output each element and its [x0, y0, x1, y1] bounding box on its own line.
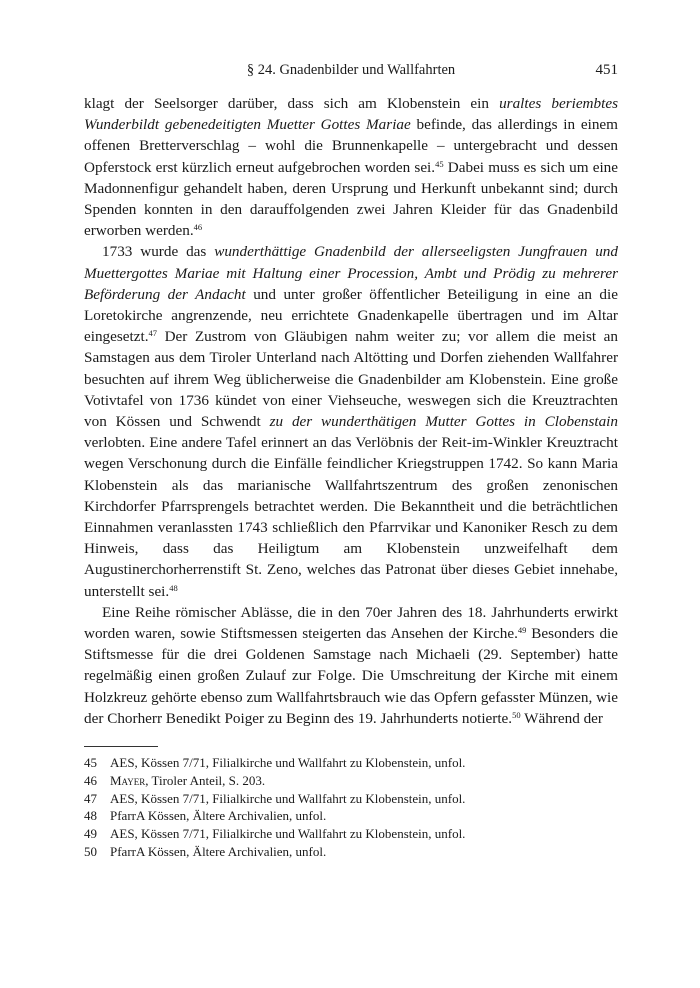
- text-run: AES, Kössen 7/71, Filialkirche und Wallfahrt zu Klobenstein, unfol.: [110, 826, 466, 842]
- text-run: verlobten. Eine andere Tafel erinnert an das Verlöbnis der Reit-im-Winkler Kreuztracht wegen Verschonung durch die Einfälle feindlicher Kriegstruppen 1742. So kann Maria Klobenstein als das marianische Wallfahrtszentrum des großen zenonischen Kirchdorfer Pfarrsprengels betrachtet werden. Die Bekanntheit und die beträchtlichen Einnahmen veranlassten 1743 schließlich den Pfarrvikar und Kanoniker Resch zu dem Hinweis, dass das Heiligtum am Klobenstein unzweifelhaft dem Augustinerchorherrenstift St. Zeno, welches das Patronat über dieses Gebiet innehabe, unterstellt sei.: [84, 434, 618, 600]
- footnote-number: 49: [84, 826, 97, 842]
- footnote-ref: 49: [517, 625, 527, 636]
- footnote-text: [110, 790, 465, 808]
- quoted-source-text: zu der wunderthätigen Mutter Gottes in Clobenstain: [269, 413, 618, 431]
- quoted-source-text: wunderthättige Gnadenbild der allerseeligsten Jungfrauen und Muettergottes Mariae mit Haltung einer Procession, Ambt und Prödig zu mehrerer Beförderung der Andacht: [84, 243, 618, 303]
- text-run: AES, Kössen 7/71, Filialkirche und Wallfahrt zu Klobenstein, unfol.: [110, 755, 466, 770]
- footnote: [84, 825, 618, 843]
- body-text: [84, 93, 618, 729]
- footnote-number: 45: [84, 755, 97, 770]
- footnote-number: 50: [84, 843, 97, 859]
- text-run: PfarrA Kössen, Ältere Archivalien, unfol.: [110, 808, 327, 824]
- footnote-number: 48: [84, 808, 97, 824]
- text-run: 1733 wurde das: [102, 243, 215, 261]
- footnote-text: [110, 807, 326, 825]
- text-run: Der Zustrom von Gläubigen nahm weiter zu; vor allem die meist an Samstagen aus dem Tiroler Unterland nach Altötting und Dorfen ziehenden Wallfahrer besuchten auf ihrem Weg üblicherweise die Gnadenbilder am Klobenstein. Eine große Votivtafel von 1736 kündet von einer Viehseuche, weswegen sich die Kreuztrachten von Kössen und Schwendt: [84, 328, 618, 431]
- footnote-number: 47: [84, 790, 97, 806]
- author-name: Mayer: [110, 772, 146, 788]
- footnote: [84, 807, 618, 825]
- footnote: [84, 754, 618, 772]
- text-run: und unter großer öffentlicher Beteiligung in eine an die Loretokirche angrenzende, neu errichtete Gnadenkapelle übertragen und im Altar eingesetzt.: [84, 285, 618, 346]
- text-run: Dabei muss es sich um eine Madonnenfigur gehandelt haben, deren Ursprung und Herkunft unbekannt sind; durch Spenden konnten in den darauffolgenden zwei Jahren Kleider für das Gnadenbild erworben werden.: [84, 158, 618, 240]
- text-run: klagt der Seelsorger darüber, dass sich am Klobenstein ein: [84, 95, 500, 112]
- footnotes: [84, 754, 618, 861]
- footnote-number: 46: [84, 772, 97, 788]
- footnote: [84, 843, 618, 861]
- text-run: Während der: [520, 709, 603, 727]
- footnote-text: [110, 772, 265, 790]
- text-run: Besonders die Stiftsmesse für die drei Goldenen Samstage nach Michaeli (29. September) hatte regelmäßig einen großen Zulauf zur Folge. Die Umschreitung der Kirche mit einem Holzkreuz gehörte ebenso zum Wallfahrtsbrauch wie das Opfern gefasster Münzen, wie der Chorherr Benedikt Poiger zu Beginn des 19. Jahrhunderts notierte.: [84, 625, 618, 727]
- running-title: § 24. Gnadenbilder und Wallfahrten: [246, 62, 456, 78]
- paragraph: [84, 93, 618, 241]
- footnote-ref: 45: [435, 158, 444, 169]
- footnote-ref: 47: [148, 328, 158, 339]
- footnote: [84, 772, 618, 790]
- footnote-text: [110, 754, 465, 772]
- page-number: 451: [595, 62, 618, 78]
- running-header: [84, 60, 618, 84]
- footnote-ref: 48: [169, 582, 178, 593]
- text-run: PfarrA Kössen, Ältere Archivalien, unfol.: [110, 843, 327, 859]
- text-run: AES, Kössen 7/71, Filialkirche und Wallfahrt zu Klobenstein, unfol.: [110, 790, 466, 806]
- footnote-text: [110, 825, 465, 843]
- footnote-text: [110, 843, 326, 861]
- text-run: befinde, das allerdings in einem offenen Bretterverschlag – wohl die Brunnenkapelle – untergebracht und dessen Opferstock erst kürzlich erneut aufgebrochen worden sei.: [84, 116, 618, 176]
- paragraph: [84, 241, 618, 601]
- text-run: , Tiroler Anteil, S. 203.: [145, 772, 266, 788]
- footnote-ref: 46: [193, 222, 203, 233]
- quoted-source-text: uraltes beriembtes Wunderbildt gebenedeitigten Muetter Gottes Mariae: [84, 95, 618, 134]
- footnote-separator: [84, 746, 158, 747]
- text-run: Eine Reihe römischer Ablässe, die in den 70er Jahren des 18. Jahrhunderts erwirkt worden waren, sowie Stiftsmessen steigerten das Ansehen der Kirche.: [84, 603, 618, 643]
- footnote-ref: 50: [512, 709, 521, 720]
- paragraph: [84, 602, 618, 729]
- footnote: [84, 790, 618, 808]
